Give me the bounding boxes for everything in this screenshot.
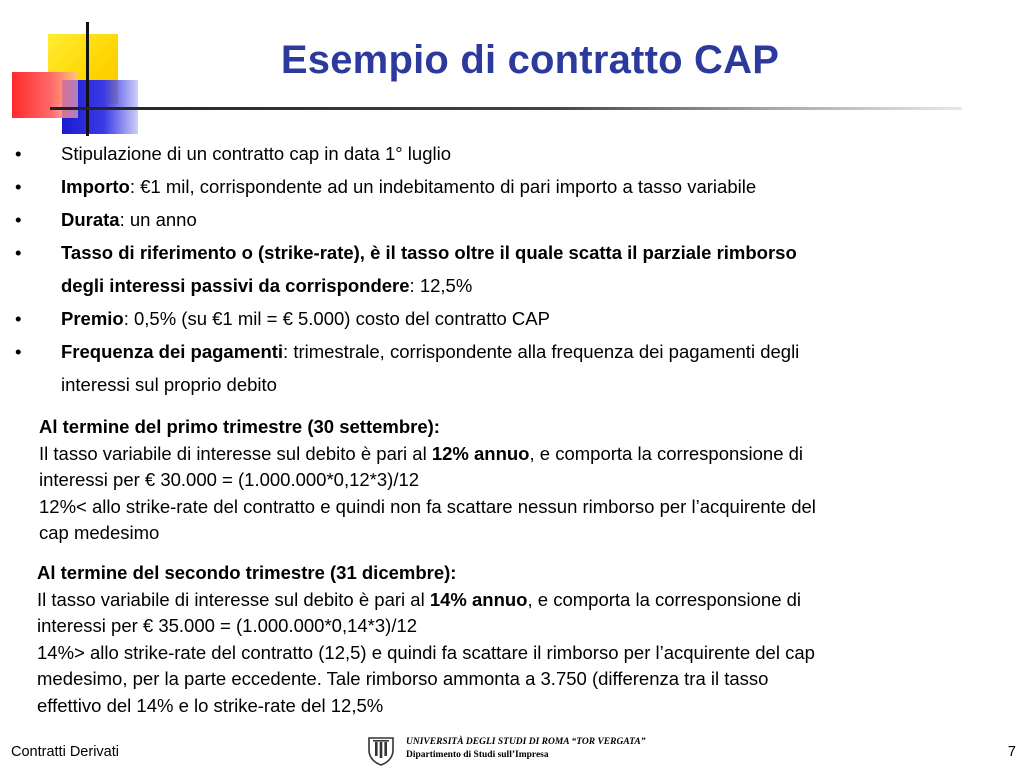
bullet-term: Importo [61, 176, 130, 197]
first-quarter-paragraph [39, 414, 1009, 547]
paragraph-text: Il tasso variabile di interesse sul debito è pari al [39, 442, 432, 464]
bullet-text-continued: interessi sul proprio debito [61, 374, 277, 395]
bullet-text: : un anno [119, 209, 197, 230]
bullet-item [14, 137, 1004, 170]
bullet-term: Durata [61, 209, 120, 230]
bullet-dot: • [15, 242, 22, 263]
bullet-item [14, 170, 1004, 203]
decorative-squares [0, 0, 150, 140]
university-logo-icon [366, 734, 396, 766]
bullet-text: : €1 mil, corrispondente ad un indebitamento di pari importo a tasso variabile [129, 176, 757, 197]
title-underline [50, 107, 962, 110]
first-quarter-heading: Al termine del primo trimestre (30 settembre): [39, 416, 440, 437]
paragraph-line: cap medesimo [39, 522, 160, 543]
slide-title: Esempio di contratto CAP [280, 38, 780, 82]
bullet-text: Stipulazione di un contratto cap in data 1° luglio [61, 143, 451, 164]
bullet-dot: • [15, 209, 22, 230]
red-square [12, 72, 78, 118]
rate-highlight: 12% annuo [431, 442, 530, 464]
footer-course: Contratti Derivati [11, 744, 119, 760]
rate-highlight: 14% annuo [429, 588, 528, 610]
bullet-text: : trimestrale, corrispondente alla frequenza dei pagamenti degli [283, 341, 800, 362]
paragraph-line: medesimo, per la parte eccedente. Tale rimborso ammonta a 3.750 (differenza tra il tasso [37, 668, 769, 689]
paragraph-line: 12%< allo strike-rate del contratto e quindi non fa scattare nessun rimborso per l’acquirente del [39, 495, 816, 517]
bullet-item [14, 335, 1004, 401]
bullet-term: Tasso di riferimento o (strike-rate), è il tasso oltre il quale scatta il parziale rimborso [61, 242, 797, 263]
bullet-item [14, 302, 1004, 335]
vertical-rule [86, 22, 89, 136]
bullet-text: : 12,5% [409, 275, 473, 296]
bullet-item [14, 236, 1004, 302]
bullet-term: Frequenza dei pagamenti [61, 341, 284, 362]
paragraph-line [39, 441, 1009, 468]
paragraph-line: interessi per € 35.000 = (1.000.000*0,14*3)/12 [37, 615, 418, 636]
paragraph-text: , e comporta la corresponsione di [527, 588, 802, 610]
bullet-dot: • [15, 143, 22, 164]
footer-university [406, 736, 646, 762]
paragraph-line: interessi per € 30.000 = (1.000.000*0,12*3)/12 [39, 469, 420, 490]
paragraph-text: Il tasso variabile di interesse sul debito è pari al [37, 588, 430, 610]
paragraph-line [37, 587, 1012, 614]
bullet-list [14, 137, 1004, 401]
second-quarter-paragraph [37, 560, 1012, 719]
bullet-text: : 0,5% (su €1 mil = € 5.000) costo del contratto CAP [123, 308, 550, 329]
bullet-dot: • [15, 308, 22, 329]
paragraph-text: , e comporta la corresponsione di [529, 442, 804, 464]
bullet-item [14, 203, 1004, 236]
paragraph-line: 14%> allo strike-rate del contratto (12,5) e quindi fa scattare il rimborso per l’acquirente del cap [37, 641, 815, 663]
bullet-dot: • [15, 176, 22, 197]
page-number: 7 [1007, 744, 1016, 760]
university-name: UNIVERSITÀ DEGLI STUDI DI ROMA “TOR VERGATA” [406, 737, 646, 747]
bullet-term-continued: degli interessi passivi da corrispondere [61, 275, 410, 296]
bullet-term: Premio [61, 308, 124, 329]
bullet-dot: • [15, 341, 22, 362]
paragraph-line: effettivo del 14% e lo strike-rate del 12,5% [37, 694, 384, 716]
second-quarter-heading: Al termine del secondo trimestre (31 dicembre): [37, 562, 457, 583]
department-name: Dipartimento di Studi sull’Impresa [406, 750, 549, 760]
